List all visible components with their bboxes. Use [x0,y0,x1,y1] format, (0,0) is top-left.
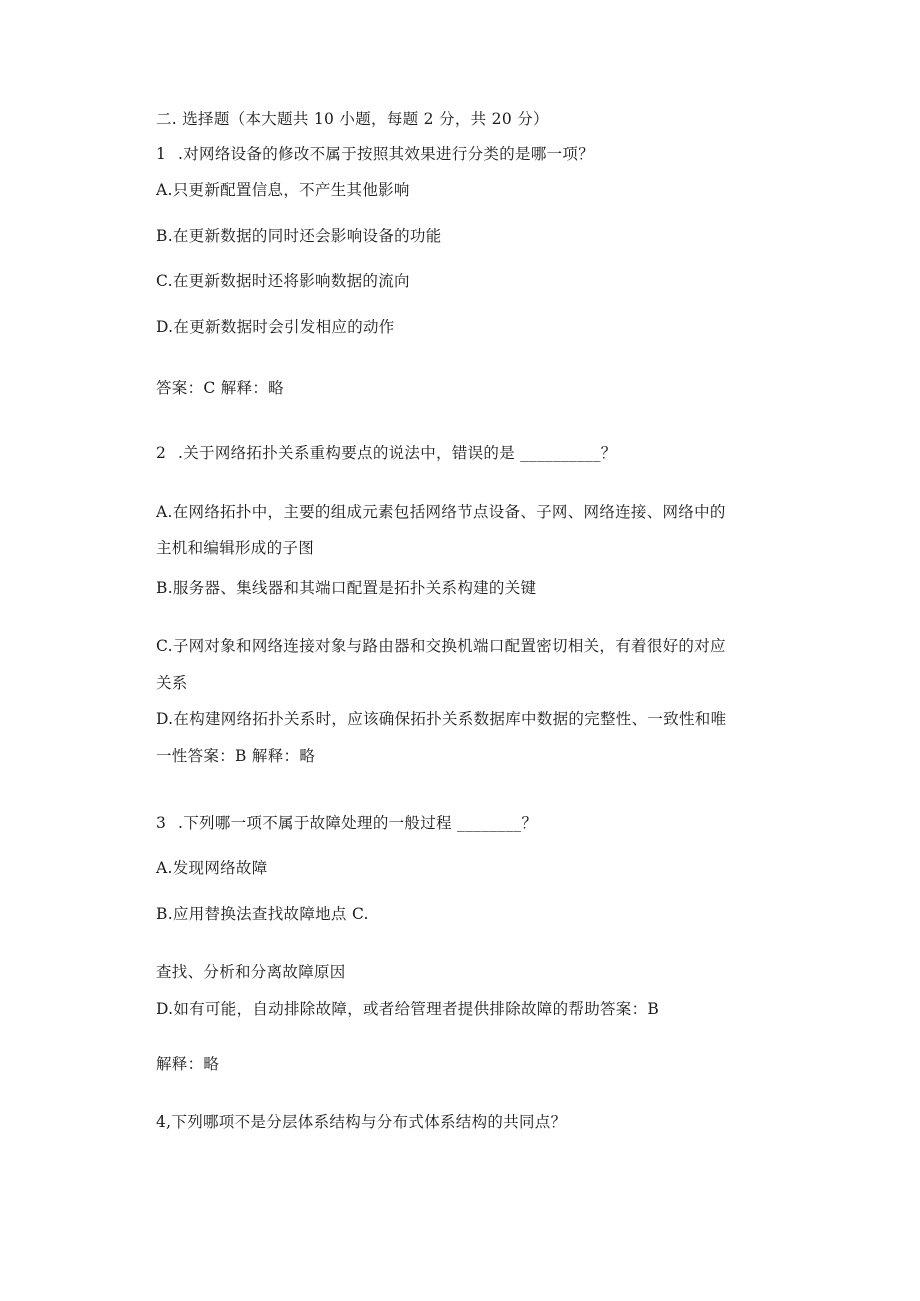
q3-explanation: 解释：略 [156,1055,220,1073]
q2-option-b: B.服务器、集线器和其端口配置是拓扑关系构建的关键 [156,579,537,597]
question-text: .关于网络拓扑关系重构要点的说法中，错误的是 __________？ [178,444,617,462]
q2-option-a-line1: A.在网络拓扑中，主要的组成元素包括网络节点设备、子网、网络连接、网络中的 [156,503,726,521]
question-text: .下列哪一项不属于故障处理的一般过程 ________？ [178,814,538,832]
q3-option-b: B.应用替换法查找故障地点 C. [156,905,369,923]
question-1-stem [156,144,594,164]
question-4-stem: 4,下列哪项不是分层体系结构与分布式体系结构的共同点？ [156,1113,567,1131]
q1-option-b: B.在更新数据的同时还会影响设备的功能 [156,227,442,245]
q1-option-d: D.在更新数据时会引发相应的动作 [156,318,395,336]
question-number: 3 [156,814,167,832]
section-title: 二. 选择题（本大题共 10 小题，每题 2 分，共 20 分） [156,110,549,128]
q1-option-a: A.只更新配置信息，不产生其他影响 [156,181,410,199]
question-2-stem [156,443,617,463]
q2-option-d-line1: D.在构建网络拓扑关系时，应该确保拓扑关系数据库中数据的完整性、一致性和唯 [156,710,727,728]
q2-option-c-line1: C.子网对象和网络连接对象与路由器和交换机端口配置密切相关，有着很好的对应 [156,637,726,655]
question-number: 2 [156,444,167,462]
q1-option-c: C.在更新数据时还将影响数据的流向 [156,272,410,290]
question-3-stem [156,813,537,833]
q3-option-d: D.如有可能，自动排除故障，或者给管理者提供排除故障的帮助答案：B [156,1000,660,1018]
q2-option-d-line2: 一性答案：B 解释：略 [156,747,316,765]
q2-option-a-line2: 主机和编辑形成的子图 [156,539,315,557]
q1-answer: 答案：C 解释：略 [156,379,284,397]
q3-option-c: 查找、分析和分离故障原因 [156,963,346,981]
q3-option-a: A.发现网络故障 [156,859,268,877]
question-number: 1 [156,145,167,163]
q2-option-c-line2: 关系 [156,674,188,692]
question-text: .对网络设备的修改不属于按照其效果进行分类的是哪一项？ [178,145,595,163]
